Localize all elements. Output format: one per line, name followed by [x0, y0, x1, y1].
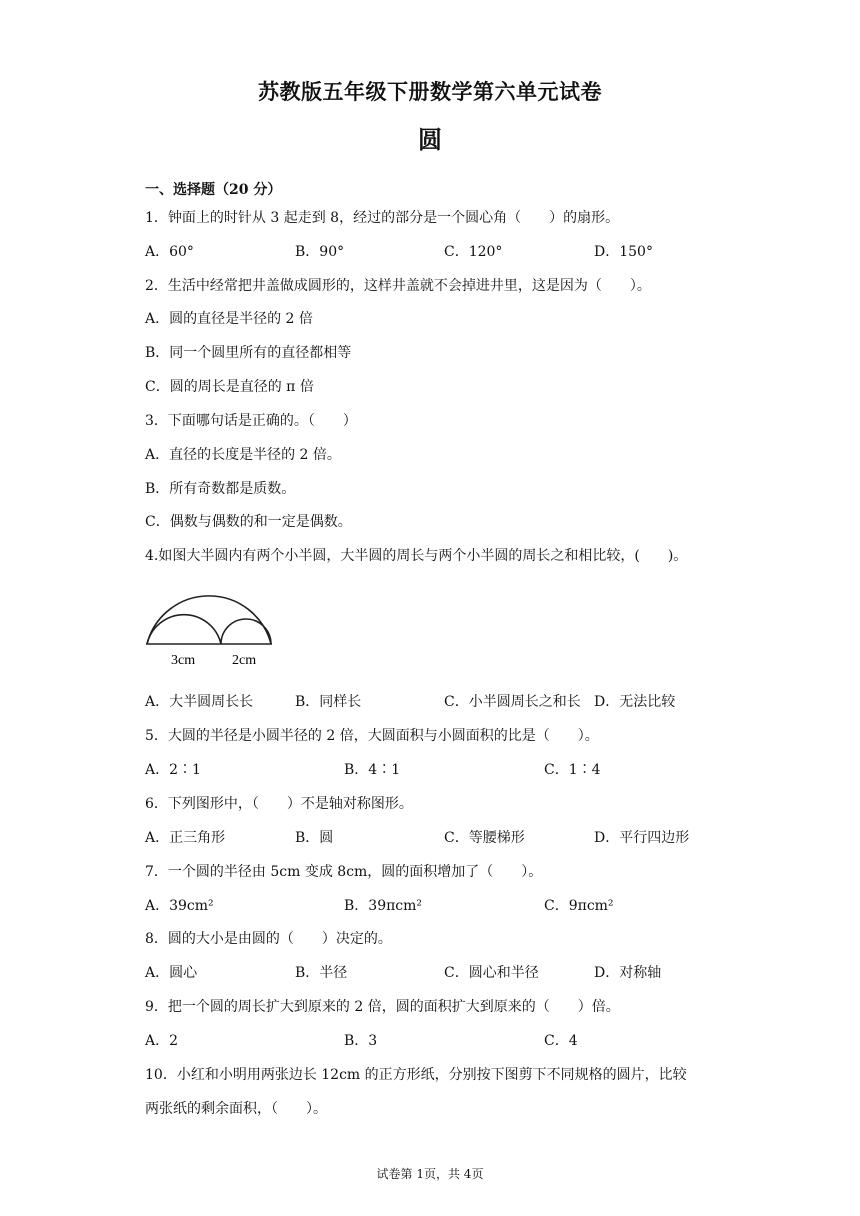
page-subtitle: 圆 — [418, 125, 442, 154]
q9-option-b: B．3 — [344, 1033, 378, 1049]
small-semicircle-left — [147, 615, 221, 644]
q7-option-c: C．9πcm² — [544, 898, 614, 914]
q3-option-a: A．直径的长度是半径的 2 倍。 — [145, 447, 341, 463]
q6-option-a: A．正三角形 — [145, 830, 226, 846]
question-4: 4.如图大半圆内有两个小半圆，大半圆的周长与两个小半圆的周长之和相比较，( )。 — [145, 548, 688, 564]
q5-option-b: B．4∶1 — [344, 762, 401, 778]
page-title: 苏教版五年级下册数学第六单元试卷 — [258, 79, 602, 104]
q4-option-b: B．同样长 — [295, 694, 362, 710]
q8-option-a: A．圆心 — [145, 965, 198, 981]
q7-option-a: A．39cm² — [145, 898, 214, 914]
q2-option-a: A．圆的直径是半径的 2 倍 — [145, 311, 313, 327]
question-1: 1．钟面上的时针从 3 起走到 8，经过的部分是一个圆心角（ ）的扇形。 — [145, 210, 620, 226]
q1-option-a: A．60° — [145, 244, 194, 260]
question-3: 3．下面哪句话是正确的。（ ） — [145, 413, 357, 429]
question-10: 10．小红和小明用两张边长 12cm 的正方形纸，分别按下图剪下不同规格的圆片，比较 — [145, 1067, 687, 1083]
small-semicircle-right — [221, 619, 271, 644]
q6-option-c: C．等腰梯形 — [444, 830, 525, 846]
q2-option-b: B．同一个圆里所有的直径都相等 — [145, 345, 352, 361]
q1-option-c: C．120° — [444, 244, 503, 260]
q6-option-d: D．平行四边形 — [594, 830, 690, 846]
question-5: 5．大圆的半径是小圆半径的 2 倍，大圆面积与小圆面积的比是（ ）。 — [145, 728, 599, 744]
q3-option-c: C．偶数与偶数的和一定是偶数。 — [145, 514, 352, 530]
q7-option-b: B．39πcm² — [344, 898, 423, 914]
q8-option-b: B．半径 — [295, 965, 348, 981]
page-footer: 试卷第 1页，共 4页 — [376, 1167, 484, 1181]
question-8: 8．圆的大小是由圆的（ ）决定的。 — [145, 931, 392, 947]
figure-label-3cm: 3cm — [171, 653, 196, 668]
q9-option-a: A．2 — [145, 1033, 179, 1049]
question-6: 6．下列图形中，（ ）不是轴对称图形。 — [145, 796, 413, 812]
q5-option-a: A．2∶1 — [145, 762, 201, 778]
q8-option-c: C．圆心和半径 — [444, 965, 539, 981]
q5-option-c: C．1∶4 — [544, 762, 601, 778]
q1-option-d: D．150° — [594, 244, 653, 260]
q4-option-d: D．无法比较 — [594, 694, 676, 710]
section-heading: 一、选择题（20 分） — [145, 182, 282, 198]
q1-option-b: B．90° — [295, 244, 345, 260]
question-9: 9．把一个圆的周长扩大到原来的 2 倍，圆的面积扩大到原来的（ ）倍。 — [145, 999, 620, 1015]
question-10-continued: 两张纸的剩余面积，（ ）。 — [145, 1101, 327, 1117]
question-2: 2．生活中经常把井盖做成圆形的，这样井盖就不会掉进井里，这是因为（ ）。 — [145, 278, 651, 294]
q6-option-b: B．圆 — [295, 830, 334, 846]
q9-option-c: C．4 — [544, 1033, 578, 1049]
q3-option-b: B．所有奇数都是质数。 — [145, 481, 296, 497]
q2-option-c: C．圆的周长是直径的 π 倍 — [145, 379, 314, 395]
q8-option-d: D．对称轴 — [594, 965, 662, 981]
figure-label-2cm: 2cm — [232, 653, 257, 668]
semicircle-figure — [143, 580, 283, 672]
q4-option-c: C．小半圆周长之和长 — [444, 694, 581, 710]
question-7: 7．一个圆的半径由 5cm 变成 8cm，圆的面积增加了（ ）。 — [145, 864, 543, 880]
q4-option-a: A．大半圆周长长 — [145, 694, 254, 710]
